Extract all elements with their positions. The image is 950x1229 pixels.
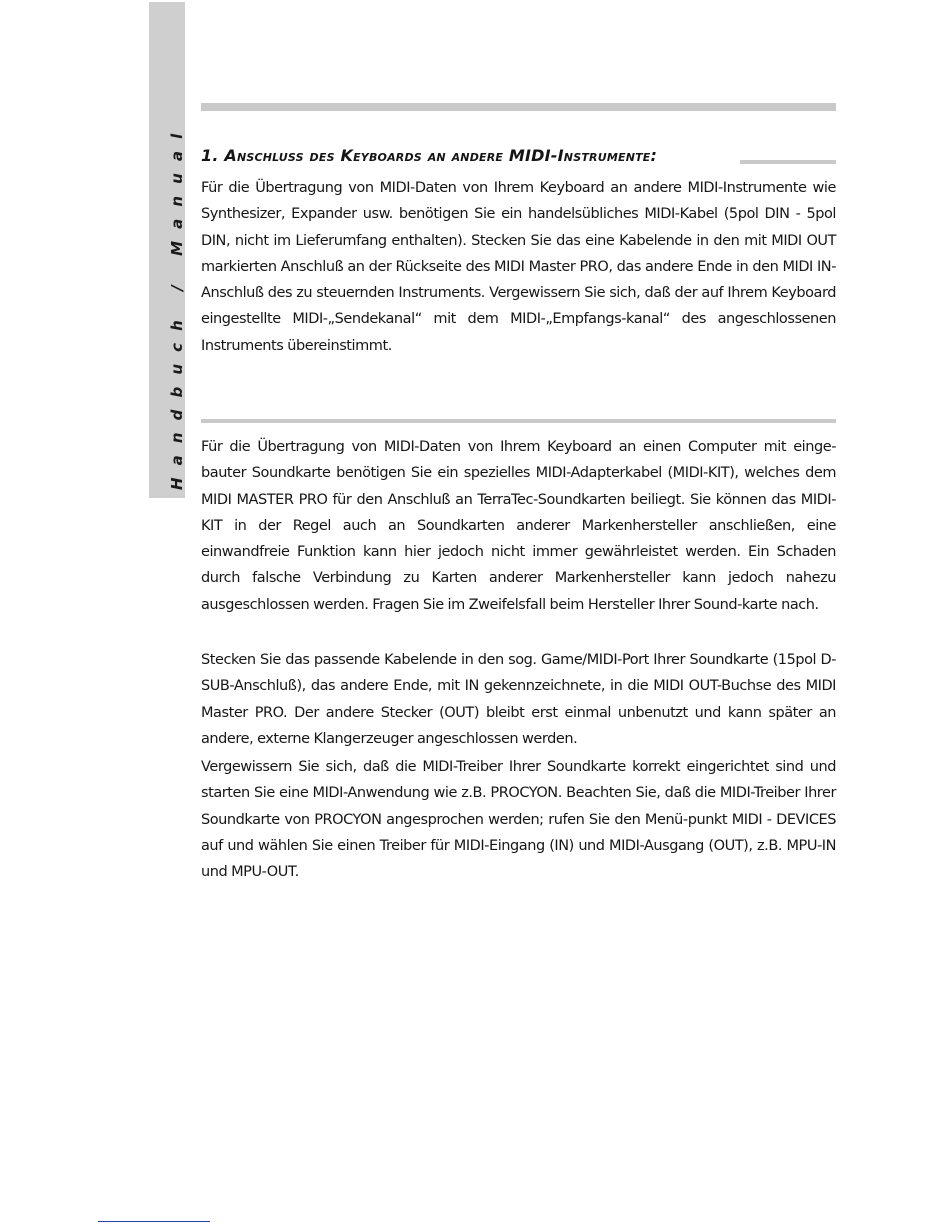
middle-rule	[201, 419, 836, 423]
paragraph-4: Vergewissern Sie sich, daß die MIDI-Treiber Ihrer Soundkarte korrekt eingerichtet sind und starten Sie eine MIDI-Anwendung wie z.B. PROCYON. Beachten Sie, daß die MIDI-Treiber Ihrer Soundkarte von PROCYON angesprochen werden; rufen Sie den Menü-punkt MIDI - DEVICES auf und wählen Sie einen Treiber für MIDI-Eingang (IN) und MIDI-Ausgang (OUT), z.B. MPU-IN und MPU-OUT.	[201, 759, 836, 881]
side-label: Handbuch / Manual	[168, 121, 186, 490]
footer-rule	[98, 1221, 210, 1222]
paragraph-1: Für die Übertragung von MIDI-Daten von Ihrem Keyboard an andere MIDI-Instrumente wie Synthesizer, Expander usw. benötigen Sie ein handelsübliches MIDI-Kabel (5pol DIN - 5pol DIN, nicht im Lieferumfang enthalten). Stecken Sie das eine Kabelende in den mit MIDI OUT markierten Anschluß an der Rückseite des MIDI Master PRO, das andere Ende in den MIDI IN-Anschluß des zu steuernden Instruments. Vergewissern Sie sich, daß der auf Ihrem Keyboard eingestellte MIDI-„Sendekanal“ mit dem MIDI-„Empfangs-kanal“ des angeschlossenen Instruments übereinstimmt.	[201, 180, 836, 354]
top-rule	[201, 103, 836, 111]
paragraph-2: Für die Übertragung von MIDI-Daten von Ihrem Keyboard an einen Computer mit einge-bauter Soundkarte benötigen Sie ein spezielles MIDI-Adapterkabel (MIDI-KIT), welches dem MIDI MASTER PRO für den Anschluß an TerraTec-Soundkarten beiliegt. Sie können das MIDI-KIT in der Regel auch an Soundkarten anderer Markenhersteller anschließen, eine einwandfreie Funktion kann hier jedoch nicht immer gewährleistet werden. Ein Schaden durch falsche Verbindung zu Karten anderer Markenhersteller kann jedoch nahezu ausgeschlossen werden. Fragen Sie im Zweifelsfall beim Hersteller Ihrer Sound-karte nach.	[201, 439, 836, 613]
heading-rule	[740, 160, 836, 164]
paragraph-3: Stecken Sie das passende Kabelende in den sog. Game/MIDI-Port Ihrer Soundkarte (15pol D-SUB-Anschluß), das andere Ende, mit IN gekennzeichnete, in die MIDI OUT-Buchse des MIDI Master PRO. Der andere Stecker (OUT) bleibt erst einmal unbenutzt und kann später an andere, externe Klangerzeuger angeschlossen werden.	[201, 652, 836, 747]
section-heading: 1. Anschluss des Keyboards an andere MIDI-Instrumente:	[201, 146, 658, 165]
